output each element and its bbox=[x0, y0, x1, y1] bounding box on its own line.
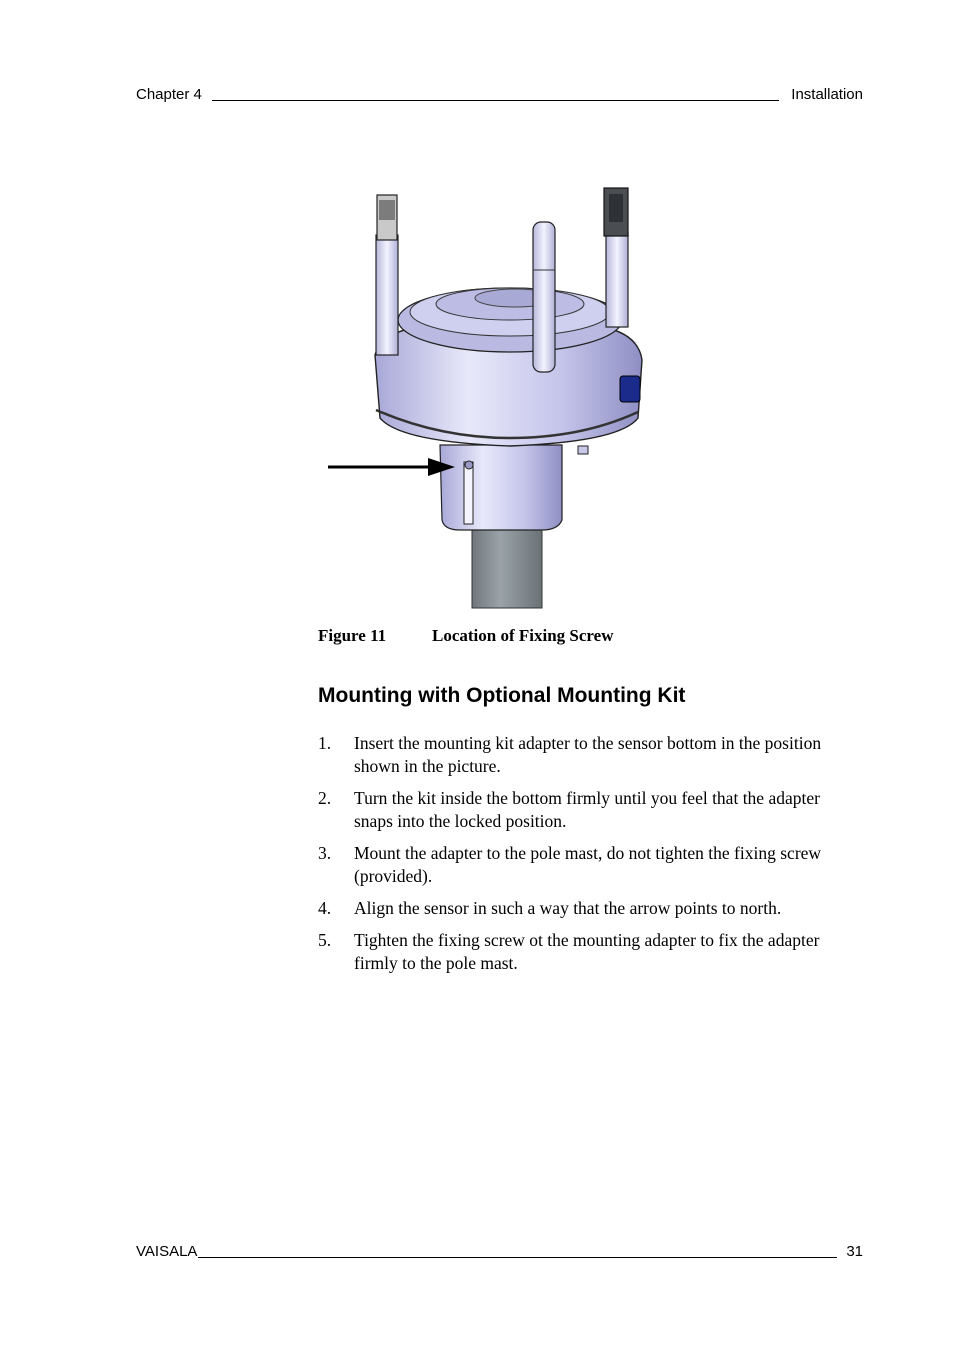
section-heading: Mounting with Optional Mounting Kit bbox=[318, 684, 686, 707]
list-item bbox=[318, 842, 863, 888]
figure-title: Location of Fixing Screw bbox=[432, 626, 614, 645]
left-arm bbox=[376, 235, 398, 355]
step-number: 1. bbox=[318, 733, 332, 753]
page-header bbox=[136, 86, 863, 104]
figure-caption bbox=[318, 626, 613, 646]
right-arm bbox=[606, 232, 628, 327]
step-text: Mount the adapter to the pole mast, do not tighten the fixing screw (provided). bbox=[354, 843, 822, 886]
step-text: Tighten the fixing screw ot the mounting adapter to fix the adapter firmly to the pole mast. bbox=[354, 930, 820, 973]
step-number: 5. bbox=[318, 930, 332, 950]
step-number: 2. bbox=[318, 788, 332, 808]
step-text: Align the sensor in such a way that the arrow points to north. bbox=[354, 898, 782, 918]
list-item bbox=[318, 897, 863, 920]
chapter-label: Chapter 4 bbox=[136, 86, 202, 103]
fixing-screw bbox=[465, 461, 473, 469]
mounting-adapter bbox=[440, 445, 562, 530]
list-item bbox=[318, 929, 863, 975]
sensor-illustration bbox=[320, 180, 650, 610]
adapter-slot bbox=[464, 462, 473, 524]
sensor-figure bbox=[320, 180, 650, 610]
list-item bbox=[318, 732, 863, 778]
step-number: 4. bbox=[318, 898, 332, 918]
brand-label: VAISALA bbox=[136, 1243, 198, 1260]
footer-rule bbox=[198, 1256, 837, 1258]
step-text: Turn the kit inside the bottom firmly until you feel that the adapter snaps into the locked position. bbox=[354, 788, 820, 831]
instruction-list bbox=[318, 732, 863, 984]
step-number: 3. bbox=[318, 843, 332, 863]
pole-mast bbox=[472, 520, 542, 608]
center-arm bbox=[533, 222, 555, 372]
section-label: Installation bbox=[791, 86, 863, 103]
sensor-logo bbox=[620, 376, 640, 402]
figure-number: Figure 11 bbox=[318, 626, 387, 645]
list-item bbox=[318, 787, 863, 833]
page-footer bbox=[136, 1243, 863, 1261]
step-text: Insert the mounting kit adapter to the sensor bottom in the position shown in the picture. bbox=[354, 733, 822, 776]
header-rule bbox=[212, 99, 779, 101]
page-number: 31 bbox=[846, 1243, 863, 1260]
